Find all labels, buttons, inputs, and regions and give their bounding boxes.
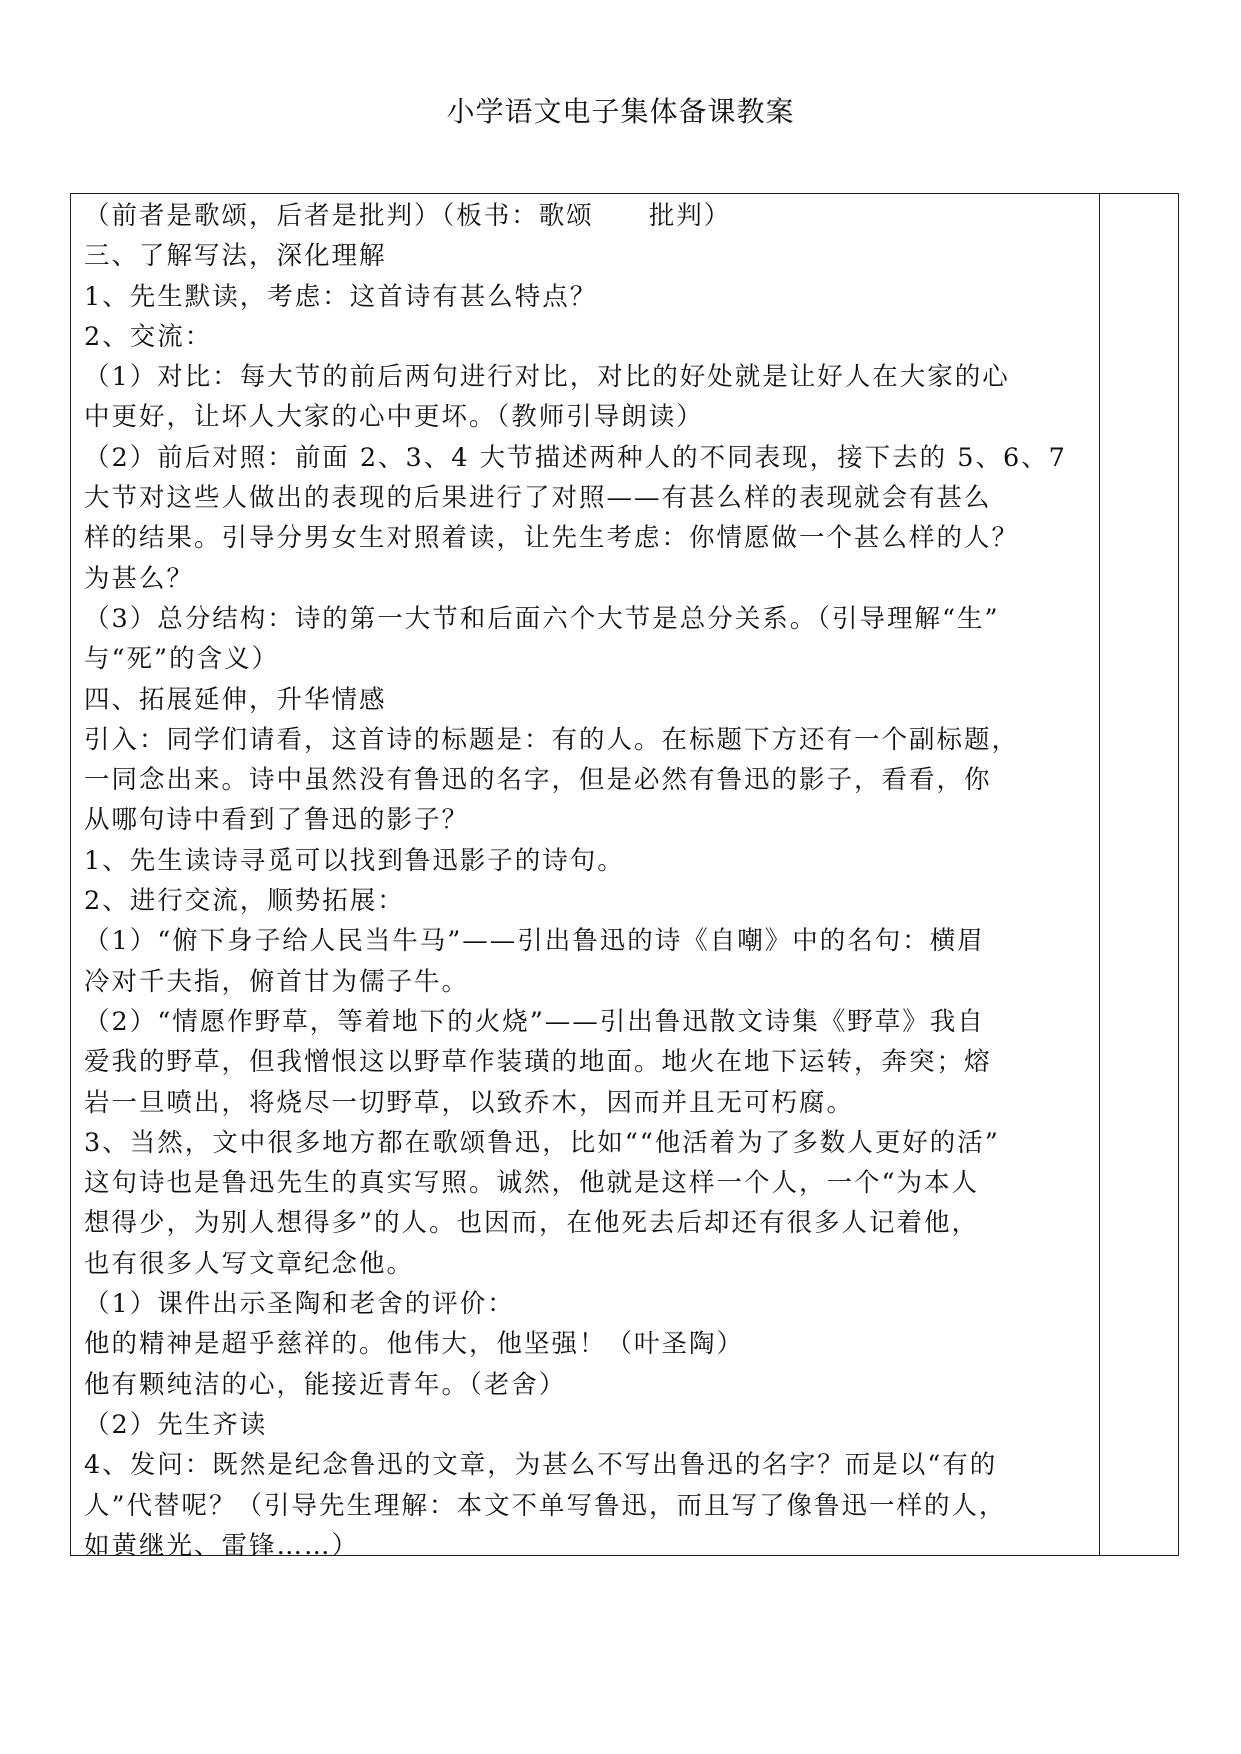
text-line: （2）先生齐读 xyxy=(84,1409,268,1440)
text-line: 1、先生读诗寻觅可以找到鲁迅影子的诗句。 xyxy=(84,845,625,876)
text-line: 冷对千夫指，俯首甘为儒子牛。 xyxy=(84,966,470,997)
section-heading: 三、了解写法，深化理解 xyxy=(84,241,387,272)
text-line: （2）前后对照：前面 2、3、4 大节描述两种人的不同表现，接下去的 5、6、7 xyxy=(84,442,1067,473)
text-line: （1）对比：每大节的前后两句进行对比，对比的好处就是让好人在大家的心 xyxy=(84,362,1010,393)
page-title: 小学语文电子集体备课教案 xyxy=(446,95,795,128)
text-line: 4、发问：既然是纪念鲁迅的文章，为甚么不写出鲁迅的名字？而是以“有的 xyxy=(84,1450,998,1481)
text-line: 他的精神是超乎慈祥的。他伟大，他坚强！（叶圣陶） xyxy=(84,1329,745,1360)
text-line: （3）总分结构：诗的第一大节和后面六个大节是总分关系。（引导理解“生” xyxy=(84,603,1000,634)
text-line: （1）“俯下身子给人民当牛马”——引出鲁迅的诗《自嘲》中的名句：横眉 xyxy=(84,926,985,957)
text-line: 人”代替呢？（引导先生理解：本文不单写鲁迅，而且写了像鲁迅一样的人， xyxy=(84,1490,1007,1521)
text-line: 从哪句诗中看到了鲁迅的影子？ xyxy=(84,805,470,836)
text-line: 爱我的野草，但我憎恨这以野草作装璜的地面。地火在地下运转，奔突；熔 xyxy=(84,1047,992,1078)
text-line: 3、当然，文中很多地方都在歌颂鲁迅，比如““他活着为了多数人更好的活” xyxy=(84,1127,1000,1158)
section-heading: 四、拓展延伸，升华情感 xyxy=(84,684,387,715)
text-line: 2、进行交流，顺势拓展： xyxy=(84,886,405,917)
text-line: 大节对这些人做出的表现的后果进行了对照——有甚么样的表现就会有甚么 xyxy=(84,483,992,514)
text-line: 与“死”的含义） xyxy=(84,644,280,675)
text-line: 也有很多人写文章纪念他。 xyxy=(84,1248,415,1279)
text-line: 想得少，为别人想得多”的人。也因而，在他死去后却还有很多人记着他， xyxy=(84,1208,980,1239)
text-line: （2）“情愿作野草，等着地下的火烧”——引出鲁迅散文诗集《野草》我自 xyxy=(84,1006,985,1037)
text-line: （1）课件出示圣陶和老舍的评价： xyxy=(84,1289,515,1320)
text-line: 2、交流： xyxy=(84,321,213,352)
text-line: 引入：同学们请看，这首诗的标题是：有的人。在标题下方还有一个副标题， xyxy=(84,724,1020,755)
text-line: 中更好，让坏人大家的心中更坏。（教师引导朗读） xyxy=(84,402,704,433)
text-line: 如黄继光、雷锋……） xyxy=(84,1530,360,1561)
lesson-content xyxy=(84,196,1096,1566)
text-line: （前者是歌颂，后者是批判）（板书：歌颂 批判） xyxy=(84,201,732,231)
text-line: 一同念出来。诗中虽然没有鲁迅的名字，但是必然有鲁迅的影子，看看，你 xyxy=(84,765,992,796)
text-line: 这句诗也是鲁迅先生的真实写照。诚然，他就是这样一个人，一个“为本人 xyxy=(84,1168,980,1199)
table-column-divider xyxy=(1099,193,1100,1556)
text-line: 为甚么？ xyxy=(84,563,195,594)
text-line: 他有颗纯洁的心，能接近青年。（老舍） xyxy=(84,1369,567,1400)
text-line: 1、先生默读，考虑：这首诗有甚么特点？ xyxy=(84,281,598,312)
text-line: 岩一旦喷出，将烧尽一切野草，以致乔木，因而并且无可朽腐。 xyxy=(84,1087,855,1118)
text-line: 样的结果。引导分男女生对照着读，让先生考虑：你情愿做一个甚么样的人？ xyxy=(84,523,1020,554)
